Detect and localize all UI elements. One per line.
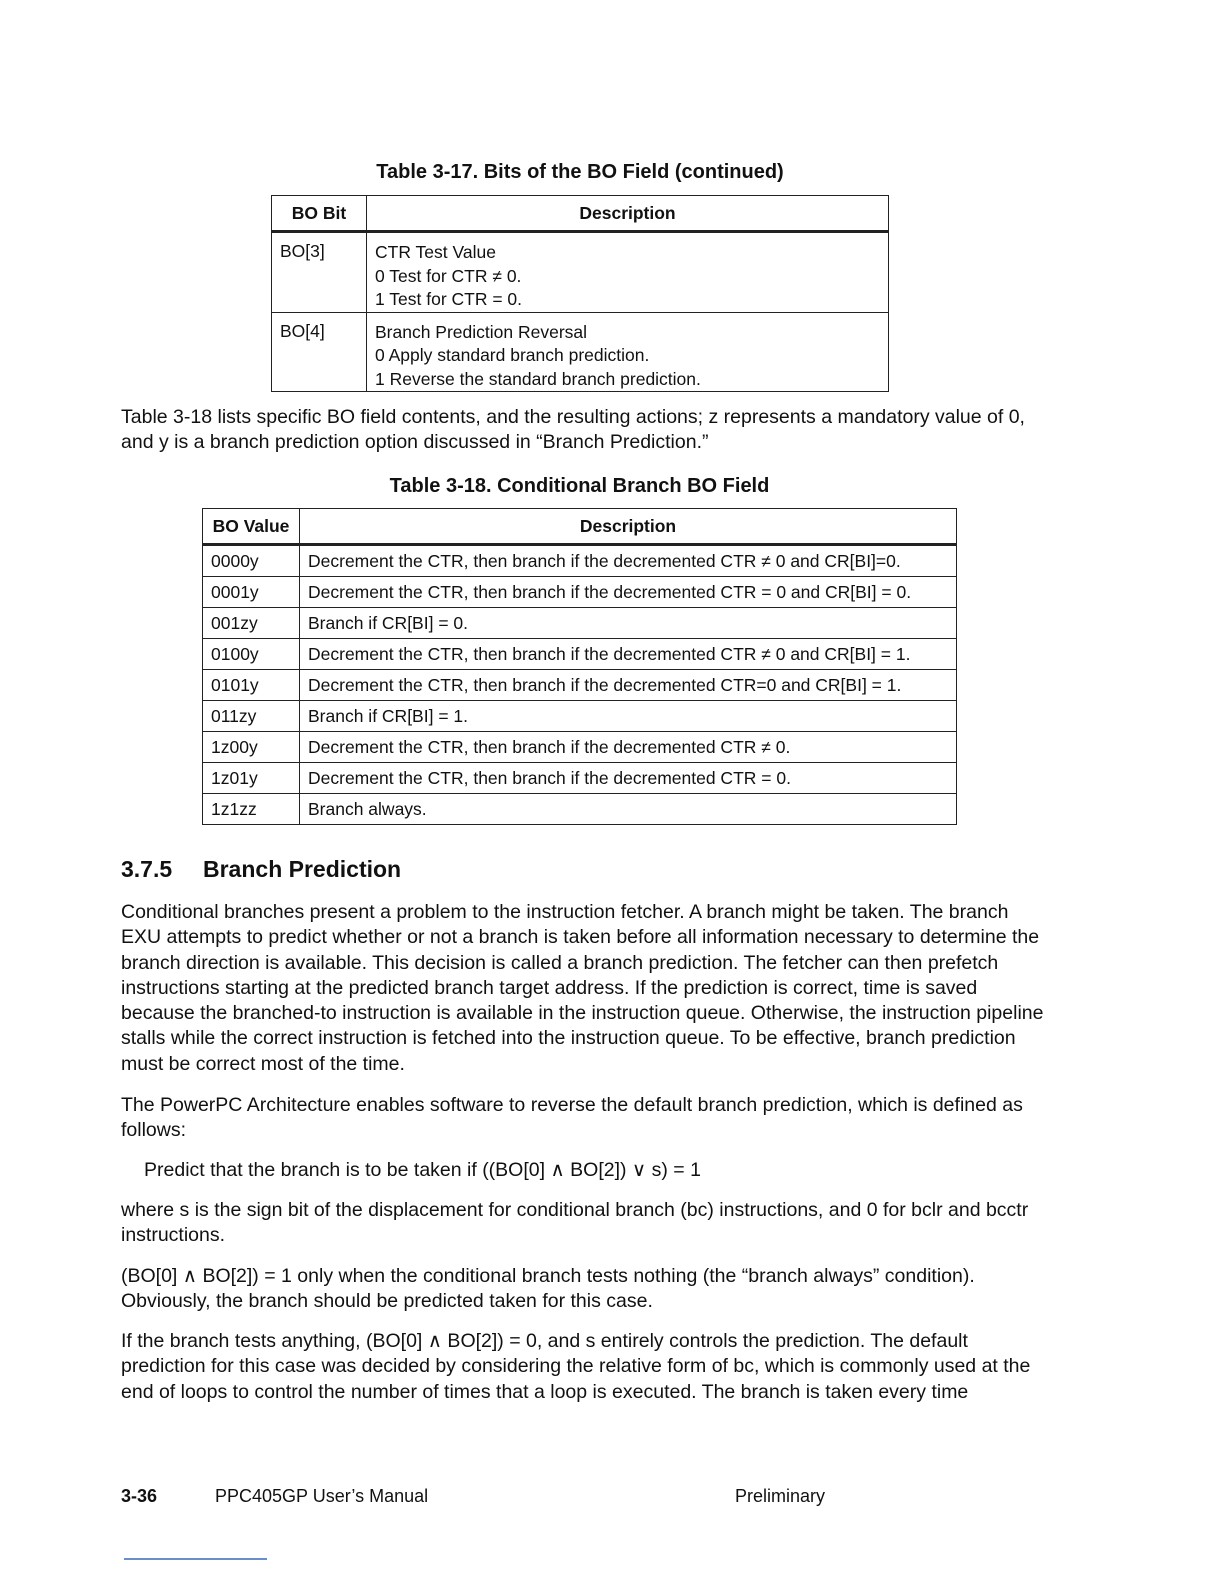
table-row — [203, 732, 957, 763]
bo-description: Decrement the CTR, then branch if the decremented CTR ≠ 0 and CR[BI]=0. — [300, 545, 957, 577]
table-row — [203, 670, 957, 701]
paragraph-branch-intro: Conditional branches present a problem to the instruction fetcher. A branch might be taken. The branch EXU attempts to predict whether or not a branch is taken before all information necessary to determine the branch direction is available. This decision is called a branch prediction. The fetcher can then prefetch instructions starting at the predicted branch target address. If the prediction is correct, time is saved because the branched-to instruction is available in the instruction queue. Otherwise, the instruction pipeline stalls while the correct instruction is fetched into the instruction queue. To be effective, branch prediction must be correct most of the time. — [121, 901, 1044, 1075]
table-18-header-value: BO Value — [203, 509, 300, 545]
bo-value: 1z00y — [203, 732, 300, 763]
description-line: CTR Test Value — [375, 242, 496, 262]
table-row — [272, 312, 889, 392]
table-row — [203, 701, 957, 732]
footer-manual-title: PPC405GP User’s Manual — [215, 1486, 429, 1506]
prediction-formula: Predict that the branch is to be taken if ((BO[0] ∧ BO[2]) ∨ s) = 1 — [144, 1159, 701, 1181]
description-line: Branch Prediction Reversal — [375, 321, 588, 342]
bo-value: 0001y — [203, 577, 300, 608]
table-row — [272, 232, 889, 313]
table-17-description — [367, 312, 889, 392]
bo-description: Branch if CR[BI] = 1. — [300, 701, 957, 732]
bo-value: 011zy — [203, 701, 300, 732]
paragraph-powerpc: The PowerPC Architecture enables software to reverse the default branch prediction, which is defined as follows: — [121, 1094, 1023, 1142]
bo-description: Decrement the CTR, then branch if the decremented CTR = 0 and CR[BI] = 0. — [300, 577, 957, 608]
table-row — [203, 608, 957, 639]
table-row — [203, 545, 957, 577]
paragraph-branch-always: (BO[0] ∧ BO[2]) = 1 only when the conditional branch tests nothing (the “branch always” condition). Obviously, the branch should be predicted taken for this case. — [121, 1265, 975, 1313]
bo-description: Decrement the CTR, then branch if the decremented CTR = 0. — [300, 763, 957, 794]
description-line: 1 Reverse the standard branch prediction. — [375, 368, 701, 389]
table-17-header-bit: BO Bit — [272, 196, 367, 232]
description-line: 0 Test for CTR ≠ 0. — [375, 265, 522, 286]
section-title: Branch Prediction — [203, 856, 402, 882]
paragraph-sign-bit: where s is the sign bit of the displacement for conditional branch (bc) instructions, and 0 for bclr and bcctr instructions. — [121, 1199, 1029, 1247]
table-row — [203, 577, 957, 608]
bo-value: 0000y — [203, 545, 300, 577]
table-18-caption: Table 3-18. Conditional Branch BO Field — [389, 475, 770, 497]
paragraph-default-prediction: If the branch tests anything, (BO[0] ∧ BO[2]) = 0, and s entirely controls the prediction. The default prediction for this case was decided by considering the relative form of bc, which is commonly used at the end of loops to control the number of times that a loop is executed. The branch is taken every time — [121, 1330, 1031, 1403]
section-number: 3.7.5 — [121, 856, 173, 882]
bo-value: 001zy — [203, 608, 300, 639]
bo-value: 0100y — [203, 639, 300, 670]
bo-value: 0101y — [203, 670, 300, 701]
footer-page-number: 3-36 — [121, 1486, 158, 1506]
footer-status: Preliminary — [735, 1486, 826, 1506]
intro-paragraph: Table 3-18 lists specific BO field contents, and the resulting actions; z represents a mandatory value of 0, and y is a branch prediction option discussed in “Branch Prediction.” — [121, 406, 1025, 454]
section-heading — [121, 856, 401, 883]
table-row — [203, 639, 957, 670]
description-line: 1 Test for CTR = 0. — [375, 289, 523, 309]
table-17-header-description: Description — [367, 196, 889, 232]
bo-description: Decrement the CTR, then branch if the decremented CTR ≠ 0. — [300, 732, 957, 763]
table-17-bit: BO[3] — [272, 232, 367, 313]
bo-description: Branch always. — [300, 794, 957, 825]
table-row — [203, 794, 957, 825]
table-17 — [271, 195, 889, 392]
table-17-description — [367, 232, 889, 313]
table-17-caption: Table 3-17. Bits of the BO Field (continued) — [376, 161, 784, 183]
footer-rule — [124, 1558, 267, 1560]
table-row — [203, 763, 957, 794]
bo-description: Decrement the CTR, then branch if the decremented CTR ≠ 0 and CR[BI] = 1. — [300, 639, 957, 670]
bo-value: 1z1zz — [203, 794, 300, 825]
table-17-bit: BO[4] — [272, 312, 367, 392]
bo-description: Branch if CR[BI] = 0. — [300, 608, 957, 639]
bo-value: 1z01y — [203, 763, 300, 794]
table-18 — [202, 508, 957, 825]
description-line: 0 Apply standard branch prediction. — [375, 345, 650, 365]
table-18-header-description: Description — [300, 509, 957, 545]
bo-description: Decrement the CTR, then branch if the decremented CTR=0 and CR[BI] = 1. — [300, 670, 957, 701]
